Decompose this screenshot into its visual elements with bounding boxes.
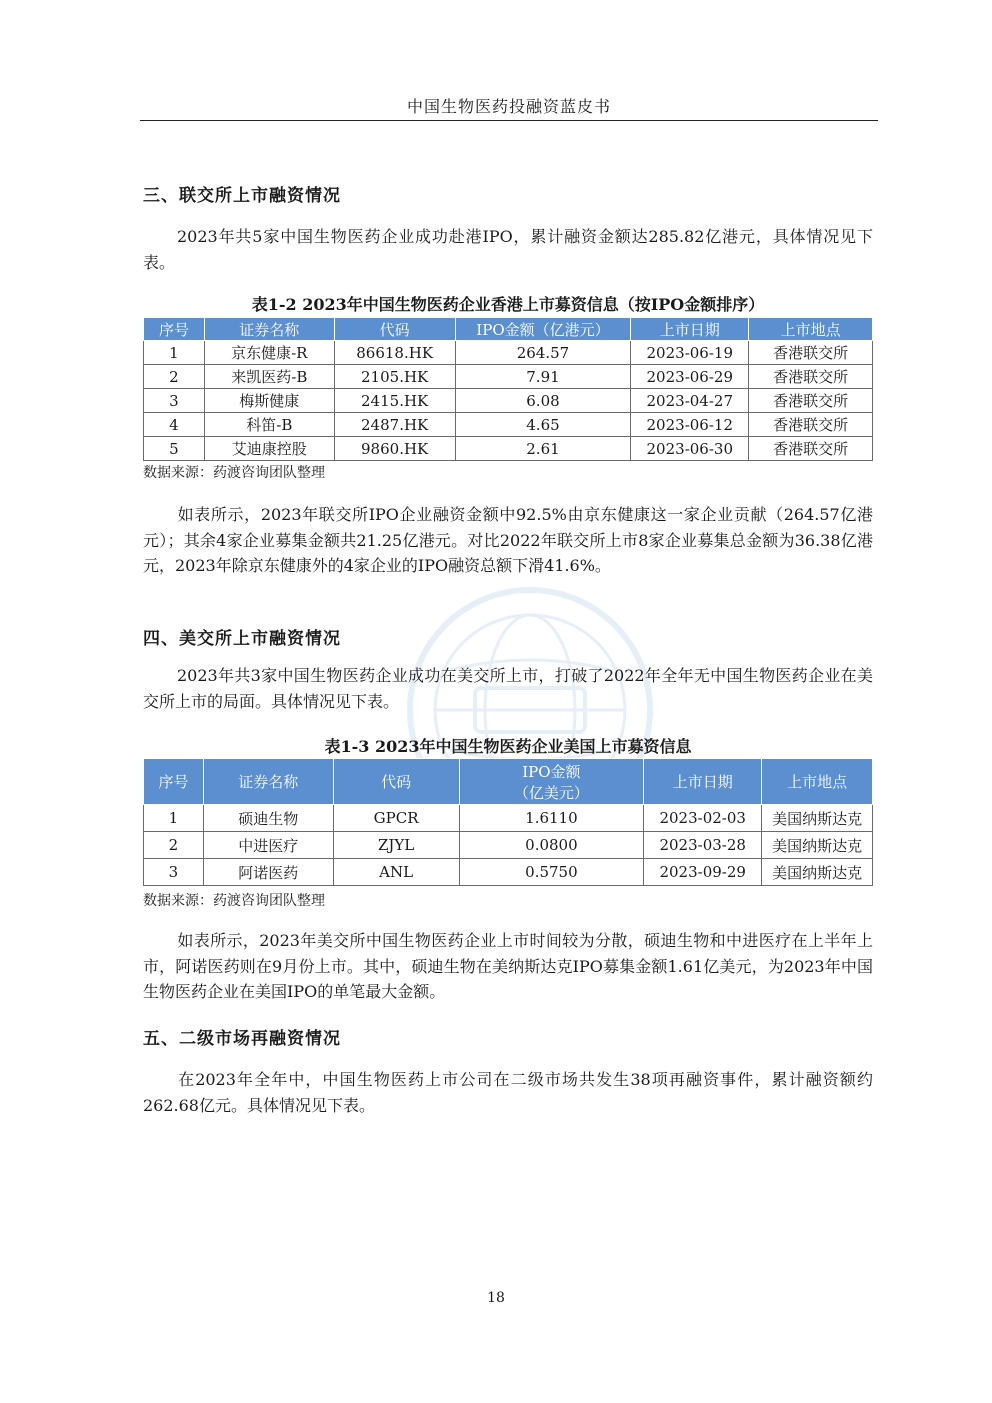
- paragraph-secondary-intro: [143, 1067, 873, 1118]
- paragraph-secondary-intro-text: 在2023年全年中，中国生物医药上市公司在二级市场共发生38项再融资事件，累计融资额约262.68亿元。具体情况见下表。: [143, 1070, 873, 1115]
- paragraph-us-intro-text: 2023年共3家中国生物医药企业成功在美交所上市，打破了2022年全年无中国生物医药企业在美交所上市的局面。具体情况见下表。: [143, 666, 873, 711]
- table-us-header-row: [144, 759, 873, 805]
- table-us-header-code: 代码: [333, 759, 459, 805]
- header-rule: [140, 120, 878, 121]
- table-hk-header-amount: IPO金额（亿港元）: [455, 318, 631, 341]
- table-hk-header-name: 证券名称: [204, 318, 334, 341]
- table-us-caption: 表1-3 2023年中国生物医药企业美国上市募资信息: [324, 737, 692, 756]
- table-row: [144, 832, 873, 859]
- table-hk-caption: 表1-2 2023年中国生物医药企业香港上市募资信息（按IPO金额排序）: [251, 295, 765, 314]
- table-cell-index: 5: [144, 437, 205, 461]
- table-cell-code: ANL: [333, 859, 459, 886]
- table-cell-index: 3: [144, 859, 204, 886]
- running-header: 中国生物医药投融资蓝皮书: [406, 97, 611, 116]
- table-row: [144, 413, 873, 437]
- table-cell-amount: 7.91: [455, 365, 631, 389]
- table-cell-amount: 2.61: [455, 437, 631, 461]
- paragraph-us-intro: [143, 663, 873, 714]
- table-hk-header-row: [144, 318, 873, 341]
- table-cell-date: 2023-06-12: [631, 413, 749, 437]
- table-cell-name: 京东健康-R: [204, 341, 334, 365]
- table-us-header-amount-unit: （亿美元）: [513, 783, 589, 802]
- table-row: [144, 389, 873, 413]
- table-cell-date: 2023-06-29: [631, 365, 749, 389]
- table-hk-header-index: 序号: [144, 318, 205, 341]
- table-cell-name: 梅斯健康: [204, 389, 334, 413]
- paragraph-hk-intro-text: 2023年共5家中国生物医药企业成功赴港IPO，累计融资金额达285.82亿港元，具体情况见下表。: [143, 227, 873, 272]
- table-cell-amount: 264.57: [455, 341, 631, 365]
- table-us-header-amount-label: IPO金额: [522, 762, 581, 781]
- table-cell-venue: 美国纳斯达克: [762, 832, 873, 859]
- table-hk-header-code: 代码: [334, 318, 455, 341]
- table-hk: [143, 317, 873, 461]
- table-row: [144, 805, 873, 832]
- table-cell-name: 科笛-B: [204, 413, 334, 437]
- table-cell-venue: 香港联交所: [749, 389, 873, 413]
- table-cell-index: 2: [144, 832, 204, 859]
- table-hk-source: 数据来源：药渡咨询团队整理: [143, 465, 325, 481]
- table-cell-amount: 1.6110: [459, 805, 644, 832]
- table-cell-code: 9860.HK: [334, 437, 455, 461]
- table-hk-header-date: 上市日期: [631, 318, 749, 341]
- table-cell-name: 中进医疗: [203, 832, 333, 859]
- table-cell-code: 86618.HK: [334, 341, 455, 365]
- section-heading-hk: 三、联交所上市融资情况: [143, 186, 341, 206]
- table-cell-index: 3: [144, 389, 205, 413]
- table-us-header-index: 序号: [144, 759, 204, 805]
- table-cell-date: 2023-04-27: [631, 389, 749, 413]
- table-cell-date: 2023-06-19: [631, 341, 749, 365]
- table-cell-venue: 美国纳斯达克: [762, 805, 873, 832]
- table-cell-name: 阿诺医药: [203, 859, 333, 886]
- table-cell-index: 1: [144, 805, 204, 832]
- table-cell-date: 2023-02-03: [644, 805, 762, 832]
- paragraph-us-analysis: [143, 928, 873, 1005]
- table-cell-code: 2105.HK: [334, 365, 455, 389]
- table-cell-venue: 美国纳斯达克: [762, 859, 873, 886]
- table-cell-code: GPCR: [333, 805, 459, 832]
- table-cell-name: 硕迪生物: [203, 805, 333, 832]
- table-row: [144, 859, 873, 886]
- section-heading-us: 四、美交所上市融资情况: [143, 629, 341, 649]
- table-row: [144, 365, 873, 389]
- table-cell-index: 4: [144, 413, 205, 437]
- table-cell-index: 1: [144, 341, 205, 365]
- table-cell-date: 2023-06-30: [631, 437, 749, 461]
- table-cell-amount: 6.08: [455, 389, 631, 413]
- paragraph-hk-analysis-text: 如表所示，2023年联交所IPO企业融资金额中92.5%由京东健康这一家企业贡献（264.57亿港元）；其余4家企业募集金额共21.25亿港元。对比2022年联交所上市8家企业募集总金额为36.38亿港元，2023年除京东健康外的4家企业的IPO融资总额下滑41.6%。: [143, 505, 873, 575]
- table-cell-index: 2: [144, 365, 205, 389]
- table-cell-name: 来凯医药-B: [204, 365, 334, 389]
- table-cell-amount: 4.65: [455, 413, 631, 437]
- table-us-header-amount: [459, 759, 644, 805]
- table-us-header-date: 上市日期: [644, 759, 762, 805]
- table-cell-amount: 0.5750: [459, 859, 644, 886]
- table-cell-code: 2487.HK: [334, 413, 455, 437]
- table-cell-code: 2415.HK: [334, 389, 455, 413]
- table-cell-date: 2023-03-28: [644, 832, 762, 859]
- table-us-header-name: 证券名称: [203, 759, 333, 805]
- table-cell-venue: 香港联交所: [749, 365, 873, 389]
- table-us-header-venue: 上市地点: [762, 759, 873, 805]
- table-cell-venue: 香港联交所: [749, 437, 873, 461]
- table-cell-date: 2023-09-29: [644, 859, 762, 886]
- section-heading-secondary: 五、二级市场再融资情况: [143, 1029, 341, 1049]
- table-cell-amount: 0.0800: [459, 832, 644, 859]
- paragraph-hk-intro: [143, 224, 873, 275]
- table-us-source: 数据来源：药渡咨询团队整理: [143, 893, 325, 909]
- table-us: [143, 758, 873, 886]
- table-cell-name: 艾迪康控股: [204, 437, 334, 461]
- table-cell-code: ZJYL: [333, 832, 459, 859]
- paragraph-us-analysis-text: 如表所示，2023年美交所中国生物医药企业上市时间较为分散，硕迪生物和中进医疗在上半年上市，阿诺医药则在9月份上市。其中，硕迪生物在美纳斯达克IPO募集金额1.61亿美元，为2023年中国生物医药企业在美国IPO的单笔最大金额。: [143, 931, 873, 1001]
- page-number: 18: [487, 1290, 505, 1306]
- table-row: [144, 341, 873, 365]
- paragraph-hk-analysis: [143, 502, 873, 579]
- table-cell-venue: 香港联交所: [749, 341, 873, 365]
- table-hk-header-venue: 上市地点: [749, 318, 873, 341]
- table-cell-venue: 香港联交所: [749, 413, 873, 437]
- table-row: [144, 437, 873, 461]
